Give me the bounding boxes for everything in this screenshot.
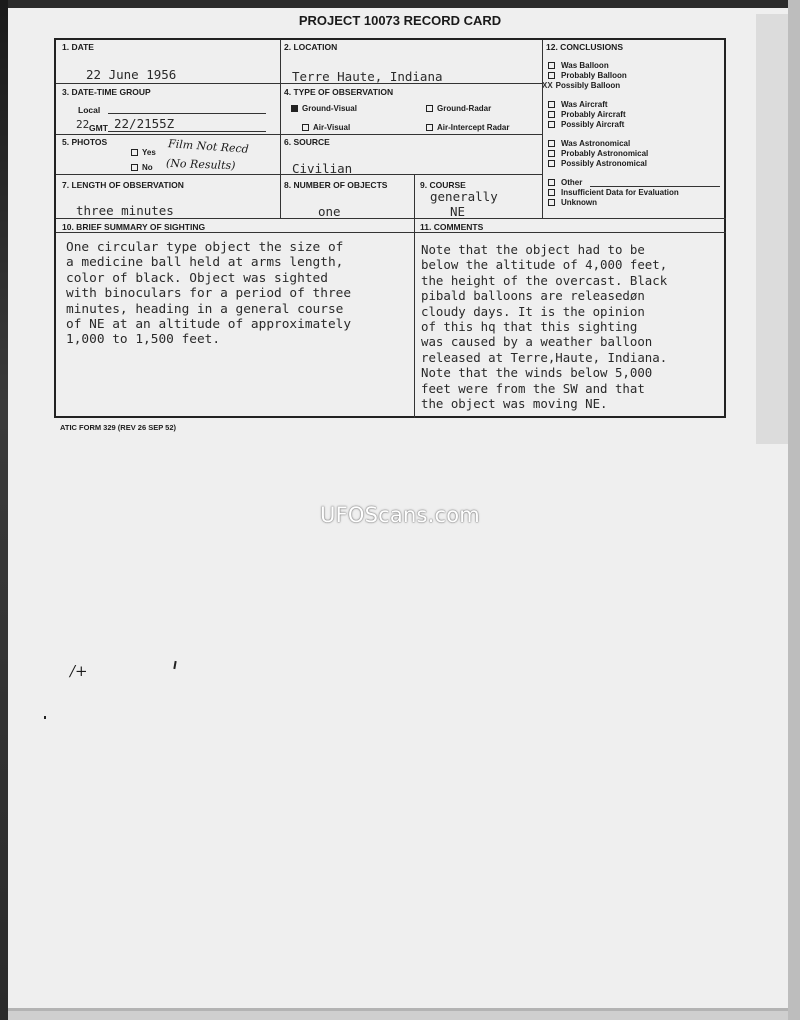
- comments-line: below the altitude of 4,000 feet,: [421, 257, 668, 273]
- summary-line: color of black. Object was sighted: [66, 270, 328, 286]
- type-ground-radar: Ground-Radar: [426, 104, 491, 113]
- divider-h5: [56, 232, 726, 233]
- number-value: one: [318, 204, 341, 219]
- conclusion-insufficient: Insufficient Data for Evaluation: [548, 188, 679, 198]
- date-label: 1. DATE: [62, 42, 94, 52]
- conclusion-was-aircraft: Was Aircraft: [548, 100, 608, 110]
- photos-yes-checkbox: [131, 149, 138, 156]
- summary-line: with binoculars for a period of three: [66, 286, 352, 302]
- divider-v-conclusions: [542, 40, 543, 218]
- dtg-label: 3. DATE-TIME GROUP: [62, 87, 151, 97]
- air-visual-checkbox: [302, 124, 309, 131]
- conclusion-possibly-aircraft: Possibly Aircraft: [548, 120, 624, 130]
- photos-handwritten-note-1: Film Not Recd: [167, 137, 250, 156]
- comments-line: cloudy days. It is the opinion: [421, 303, 645, 319]
- summary-line: One circular type object the size of: [66, 240, 344, 255]
- comments-label: 11. COMMENTS: [420, 222, 484, 232]
- length-value: three minutes: [76, 203, 174, 218]
- dtg-local-line: [108, 113, 266, 114]
- summary-label: 10. BRIEF SUMMARY OF SIGHTING: [62, 222, 206, 232]
- divider-h2: [56, 134, 542, 135]
- divider-h4: [56, 218, 726, 219]
- type-label: 4. TYPE OF OBSERVATION: [284, 87, 394, 97]
- conclusion-possibly-balloon: XX Possibly Balloon: [542, 81, 621, 90]
- photos-no-checkbox: [131, 164, 138, 171]
- conclusion-was-balloon: Was Balloon: [548, 61, 609, 71]
- location-label: 2. LOCATION: [284, 42, 338, 52]
- conclusion-probably-aircraft: Probably Aircraft: [548, 110, 626, 120]
- summary-text: [66, 240, 351, 348]
- dtg-gmt-prefix: 22: [76, 118, 90, 131]
- summary-line: a medicine ball held at arms length,: [66, 255, 344, 271]
- comments-line: Note that the object had to be: [421, 242, 645, 257]
- length-label: 7. LENGTH OF OBSERVATION: [62, 180, 184, 190]
- comments-line: feet were from the SW and that: [421, 380, 645, 396]
- course-label: 9. COURSE: [420, 180, 466, 190]
- type-air-visual: Air-Visual: [302, 123, 350, 132]
- photos-yes: Yes: [131, 148, 156, 157]
- possibly-balloon-check-mark: XX: [542, 81, 553, 90]
- conclusion-was-astronomical: Was Astronomical: [548, 139, 630, 149]
- conclusion-probably-balloon: Probably Balloon: [548, 71, 627, 81]
- photos-handwritten-note-2: (No Results): [165, 156, 236, 173]
- photos-no: No: [131, 163, 153, 172]
- source-label: 6. SOURCE: [284, 137, 330, 147]
- conclusion-other-line: [590, 186, 720, 187]
- summary-line: minutes, heading in a general course: [66, 301, 344, 317]
- conclusion-probably-astronomical: Probably Astronomical: [548, 149, 648, 159]
- conclusion-other: Other: [548, 178, 582, 188]
- watermark: UFOScans.com: [320, 503, 480, 527]
- conclusion-possibly-astronomical: Possibly Astronomical: [548, 159, 647, 169]
- comments-line: released at Terre,Haute, Indiana.: [421, 349, 668, 365]
- type-air-intercept: Air-Intercept Radar: [426, 123, 509, 132]
- stray-speck: [44, 716, 46, 719]
- conclusions-label: 12. CONCLUSIONS: [546, 42, 623, 52]
- divider-v-course: [414, 176, 415, 218]
- location-value: Terre Haute, Indiana: [292, 69, 443, 84]
- date-value: 22 June 1956: [86, 67, 177, 82]
- stray-marks: /+: [70, 662, 88, 680]
- dtg-gmt-label: GMT: [89, 123, 108, 133]
- divider-v1: [280, 40, 281, 218]
- type-ground-visual: Ground-Visual: [291, 104, 357, 113]
- source-value: Civilian: [292, 161, 353, 176]
- comments-line: the height of the overcast. Black: [421, 272, 668, 288]
- summary-line: of NE at an altitude of approximately: [66, 317, 352, 333]
- comments-line: was caused by a weather balloon: [421, 334, 653, 350]
- comments-line: the object was moving NE.: [421, 396, 608, 412]
- conclusion-unknown: Unknown: [548, 198, 597, 208]
- dtg-gmt-value: 22/2155Z: [114, 116, 175, 131]
- number-label: 8. NUMBER OF OBJECTS: [284, 180, 388, 190]
- photos-label: 5. PHOTOS: [62, 137, 108, 147]
- course-value-line2: NE: [450, 204, 466, 219]
- comments-text: [421, 242, 667, 411]
- scan-right-shadow: [756, 14, 790, 444]
- air-intercept-checkbox: [426, 124, 433, 131]
- course-value-line1: generally: [430, 189, 498, 204]
- comments-line: of this hq that this sighting: [421, 319, 638, 335]
- comments-line: Note that the winds below 5,000: [421, 365, 653, 381]
- dtg-local-label: Local: [78, 105, 101, 115]
- ground-radar-checkbox: [426, 105, 433, 112]
- ground-visual-checkbox-checked: [291, 105, 298, 112]
- comments-line: pibald balloons are releasedøn: [421, 288, 645, 304]
- dtg-gmt-line: [108, 131, 266, 132]
- summary-line: 1,000 to 1,500 feet.: [66, 332, 221, 348]
- scan-top-edge: [0, 0, 800, 8]
- card-title: PROJECT 10073 RECORD CARD: [298, 13, 502, 28]
- form-number: ATIC FORM 329 (REV 26 SEP 52): [60, 423, 177, 432]
